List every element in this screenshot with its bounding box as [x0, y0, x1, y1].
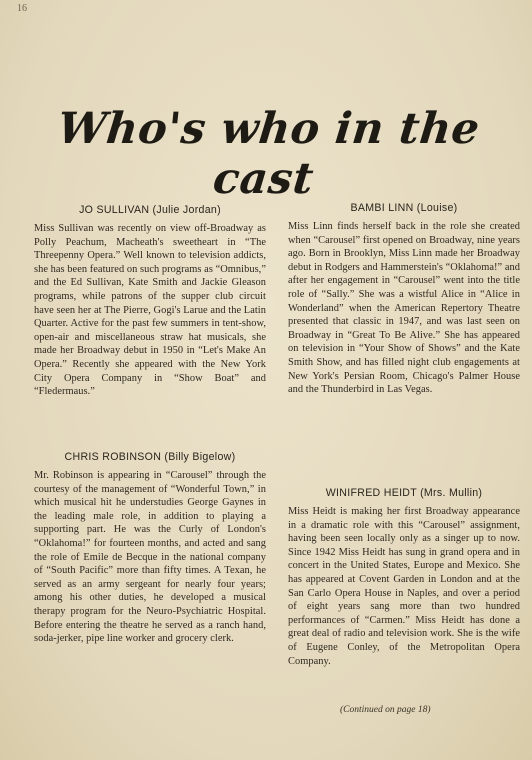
- page-number: 16: [17, 3, 27, 14]
- page-title: Who's who in the cast: [55, 104, 483, 204]
- cast-entry-bio: Miss Sullivan was recently on view off-Broadway as Polly Peachum, Macheath's sweetheart in “The Threepenny Opera.” Well known to television addicts, she has been featured on such programs as “Omnibus,” and the Ed Sullivan, Kate Smith and Jackie Gleason programs, while patrons of the supper club circuit have seen her at The Pierre, Gogi's Larue and the Latin Quarter. Active for the past few summers in tent-show, open-air and miscellaneous straw hat musicals, she made her Broadway debut in 1950 in “Let's Make An Opera.” Recently she appeared with the New York City Opera Company in “Show Boat” and “Fledermaus.”: [34, 223, 266, 398]
- cast-entry-jo-sullivan: [34, 204, 266, 399]
- cast-entry-bio: Miss Heidt is making her first Broadway appearance in a dramatic role with this “Carousel” assignment, having been seen locally only as a singer up to now. Since 1942 Miss Heidt has sung in grand opera and in concert in the United States, Europe and Mexico. She has appeared at Covent Garden in London and at the San Carlo Opera House in Naples, and over a period of eight years sang more than two hundred performances of “Carmen.” Miss Heidt has done a great deal of radio and television work. She is the wife of Eugene Conley, of the Metropolitan Opera Company.: [288, 506, 520, 667]
- cast-entry-heading: WINIFRED HEIDT (Mrs. Mullin): [325, 487, 483, 499]
- cast-entry-winifred-heidt: [288, 487, 520, 668]
- cast-entry-bio: Mr. Robinson is appearing in “Carousel” through the courtesy of the management of “Wonderful Town,” in which musical hit he understudies George Gaynes in the leading male role, in addition to playing a supporting part. He was the Curly of London's “Oklahoma!” for fourteen months, and acted and sang the role of Emile de Becque in the national company of “South Pacific” more than fifty times. A Texan, he served as an army sergeant for nearly four years; among his other duties, he developed a musical therapy program for the Neuro-Psychiatric Hospital. Before entering the theatre he served as a ranch hand, soda-jerker, pipe line worker and grocery clerk.: [34, 470, 266, 645]
- continued-note: (Continued on page 18): [340, 705, 431, 715]
- cast-entry-heading: CHRIS ROBINSON (Billy Bigelow): [64, 451, 236, 463]
- cast-entry-bambi-linn: [288, 202, 520, 397]
- cast-entry-chris-robinson: [34, 451, 266, 646]
- cast-entry-bio: Miss Linn finds herself back in the role she created when “Carousel” first opened on Broadway, nine years ago. Born in Brooklyn, Miss Linn made her Broadway debut in Rodgers and Hammerstein's “Oklahoma!” and after her engagement in “Carousel” went into the title role of “Sally.” She was a wistful Alice in “Alice in Wonderland” when the American Repertory Theatre presented that classic in 1947, and was last seen on Broadway in “Great To Be Alive.” She has appeared on television in “Your Show of Shows” and the Kate Smith Show, and has filled night club engagements at New York's Persian Room, Chicago's Palmer House and the Thunderbird in Las Vegas.: [288, 221, 520, 396]
- cast-entry-heading: BAMBI LINN (Louise): [350, 202, 458, 214]
- cast-entry-heading: JO SULLIVAN (Julie Jordan): [79, 204, 221, 216]
